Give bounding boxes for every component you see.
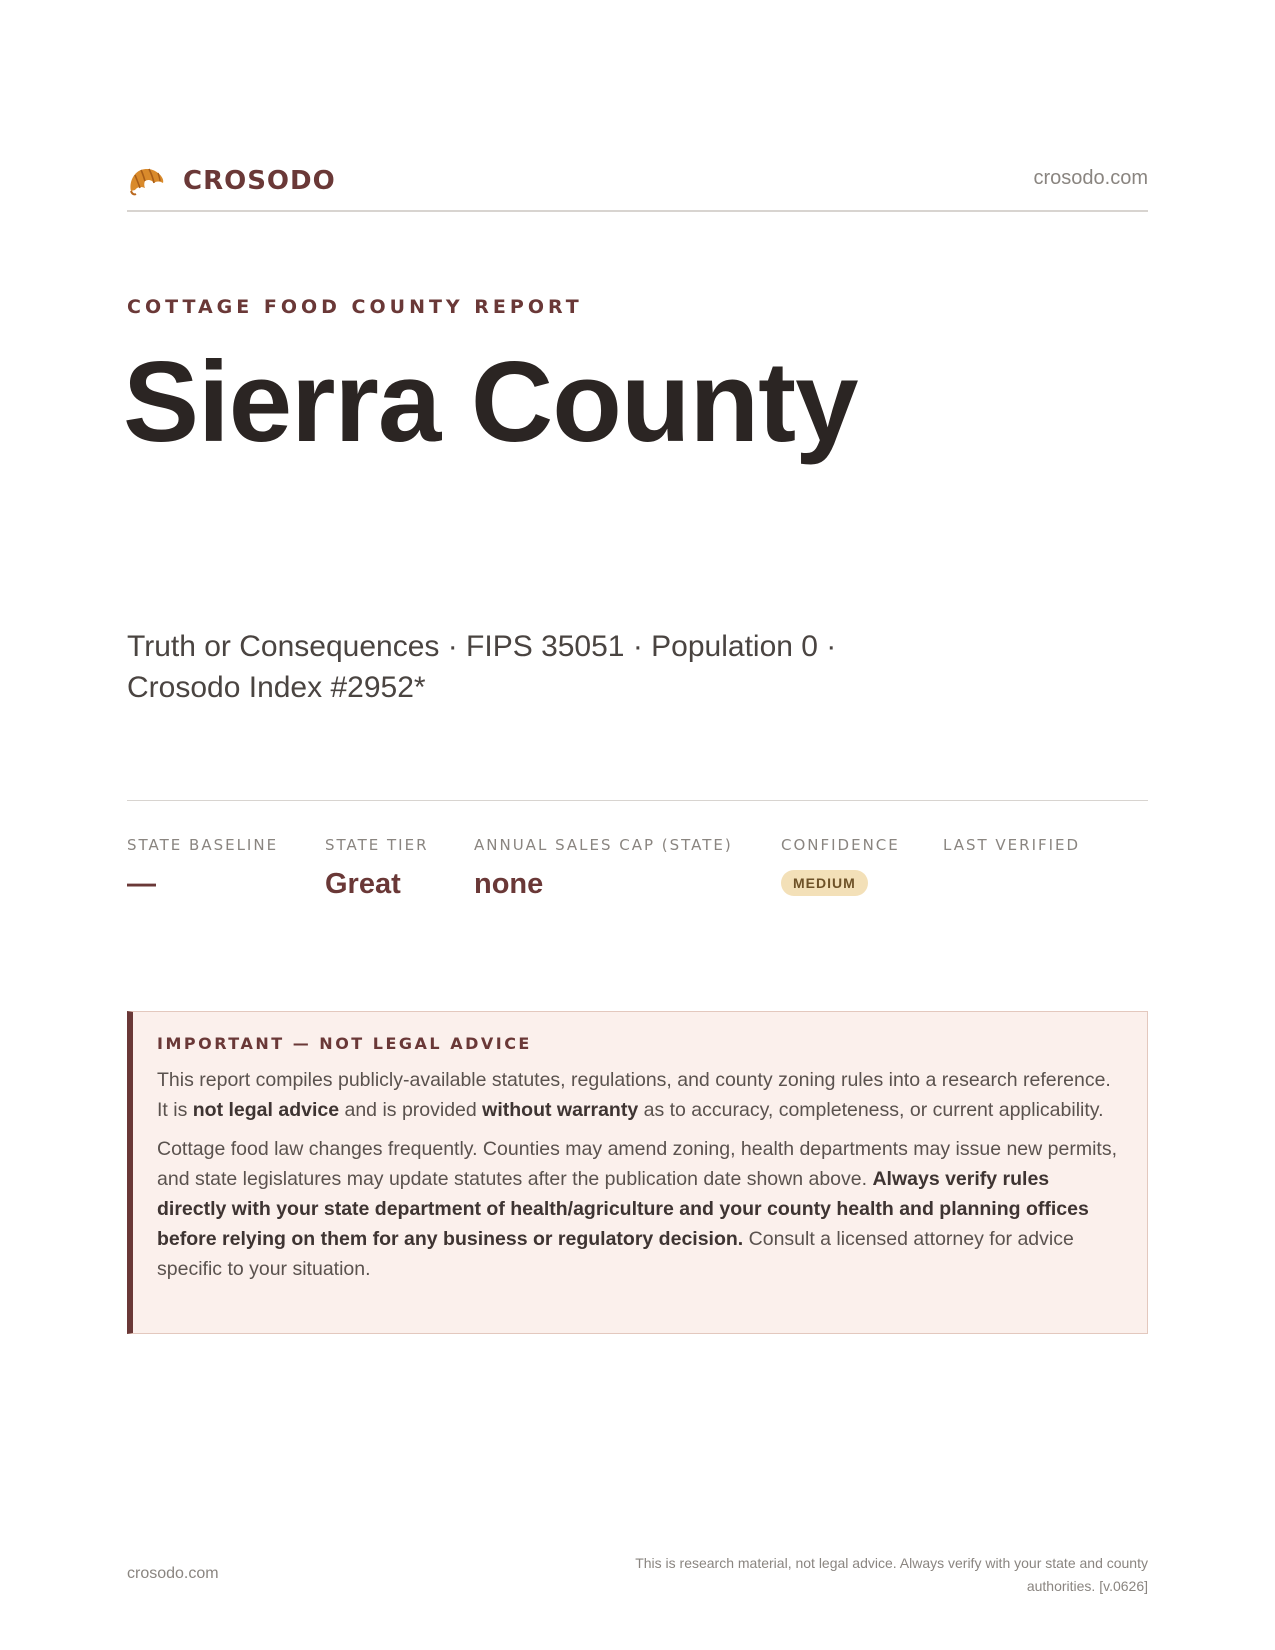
- brand: [127, 161, 336, 201]
- notice-emphasis: Always verify rules directly with your state department of health/agriculture and your county health and planning offices before relying on them for any business or regulatory decision.: [157, 1168, 1089, 1250]
- meta-value: none: [474, 868, 544, 900]
- meta-divider: [127, 800, 1148, 801]
- report-page: [123, 0, 1148, 1650]
- meta-state-tier: [325, 836, 429, 901]
- meta-confidence: [781, 836, 900, 896]
- notice-paragraph-1: [157, 1065, 1121, 1125]
- croissant-icon: [127, 161, 167, 201]
- notice-text: Cottage food law changes frequently. Counties may amend zoning, health departments may issue new permits, and state legislatures may update statutes after the publication date shown above.: [157, 1138, 1117, 1190]
- meta-label: CONFIDENCE: [781, 836, 900, 854]
- page-title: Sierra County: [123, 339, 858, 466]
- notice-text: This report compiles publicly-available statutes, regulations, and county zoning rules into a research reference. It is: [157, 1069, 1111, 1121]
- notice-text: and is provided: [339, 1099, 483, 1121]
- notice-emphasis: not legal advice: [192, 1099, 340, 1121]
- meta-value: Great: [325, 868, 401, 900]
- footer-site-url[interactable]: crosodo.com: [127, 1565, 219, 1582]
- meta-value: —: [127, 868, 156, 900]
- brand-name: CROSODO: [183, 166, 336, 196]
- notice-emphasis: without warranty: [482, 1099, 639, 1121]
- notice-text: Consult a licensed attorney for advice specific to your situation.: [157, 1228, 1074, 1280]
- report-eyebrow: COTTAGE FOOD COUNTY REPORT: [127, 296, 583, 318]
- legal-notice: [127, 1011, 1148, 1334]
- site-url-link[interactable]: crosodo.com: [1033, 167, 1148, 189]
- meta-state-baseline: [127, 836, 278, 901]
- meta-label: STATE BASELINE: [127, 836, 279, 854]
- status-badge: MEDIUM: [781, 870, 868, 896]
- meta-label: LAST VERIFIED: [943, 836, 1081, 854]
- notice-paragraph-2: [157, 1134, 1121, 1284]
- meta-annual-sales-cap: [474, 836, 733, 901]
- page-header: [127, 157, 1148, 207]
- notice-title: IMPORTANT — NOT LEGAL ADVICE: [157, 1034, 532, 1053]
- footer-disclaimer: This is research material, not legal advice. Always verify with your state and county authorities. [v.0626]: [635, 1555, 1148, 1594]
- meta-label: ANNUAL SALES CAP (STATE): [474, 836, 733, 854]
- meta-last-verified: [943, 836, 1080, 868]
- header-divider: [127, 210, 1148, 212]
- meta-label: STATE TIER: [325, 836, 429, 854]
- notice-text: as to accuracy, completeness, or current applicability.: [638, 1099, 1104, 1121]
- report-subtitle: Truth or Consequences · FIPS 35051 · Population 0 · Crosodo Index #2952*: [127, 630, 837, 704]
